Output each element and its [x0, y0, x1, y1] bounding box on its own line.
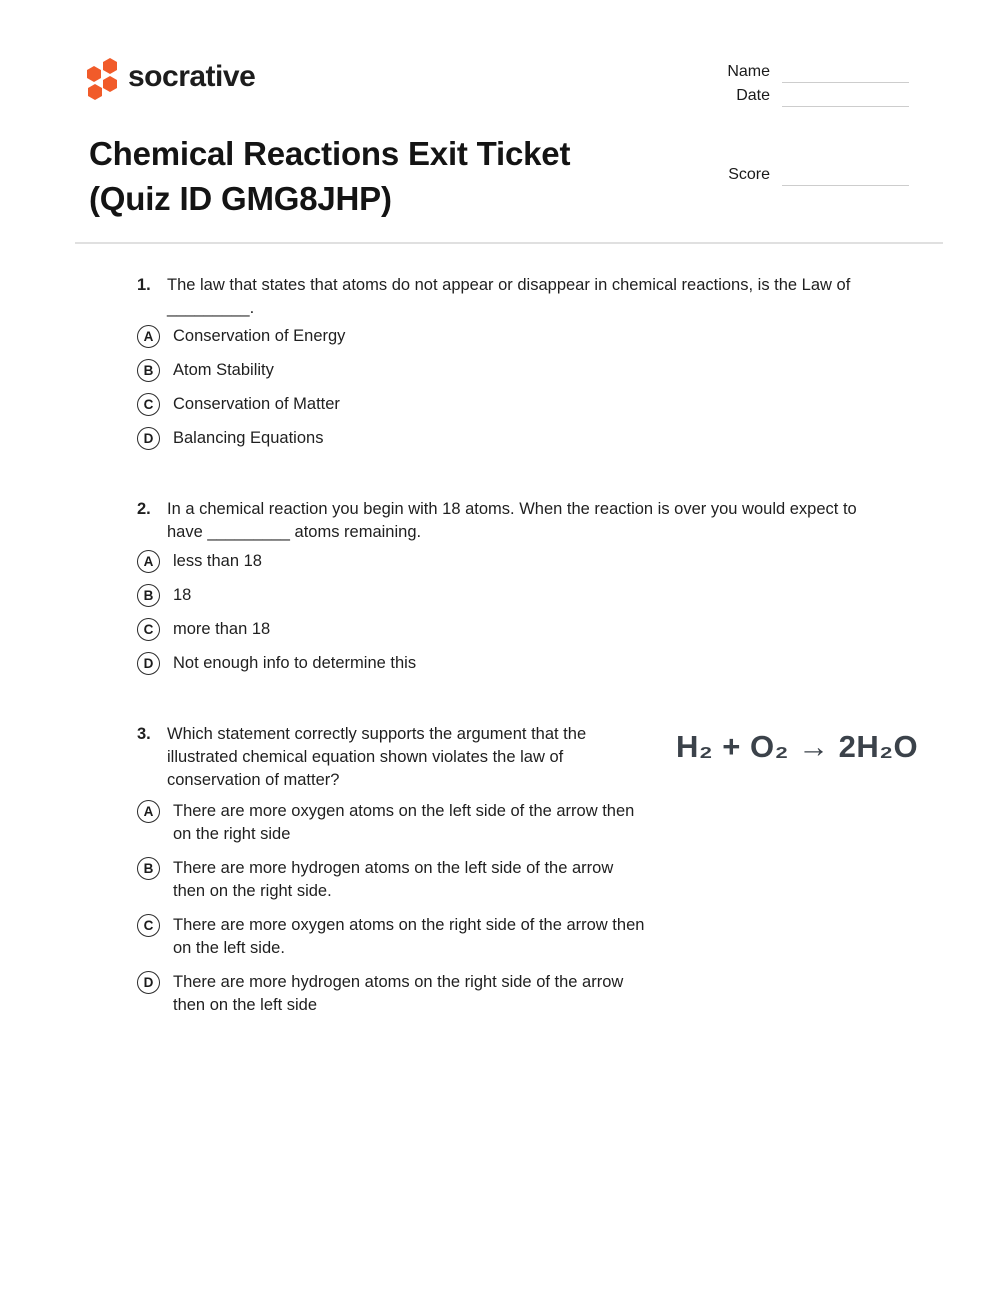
option-text-line: Not enough info to determine this — [173, 654, 417, 672]
option-a — [137, 325, 927, 348]
option-letter-badge: D — [137, 971, 160, 994]
question-1 — [137, 274, 927, 450]
option-text — [173, 325, 345, 348]
option-letter-badge: C — [137, 914, 160, 937]
option-letter-badge: B — [137, 584, 160, 607]
score-label: Score — [728, 166, 770, 183]
hexagon-icon — [87, 66, 101, 82]
option-text-line: 18 — [173, 586, 192, 604]
chemical-equation: H₂ + O₂ → 2H₂O — [676, 729, 919, 764]
option-text — [173, 800, 634, 846]
question-text-line: conservation of matter? — [167, 771, 340, 789]
page-title-line: (Quiz ID GMG8JHP) — [89, 180, 392, 217]
name-label: Name — [727, 63, 770, 80]
question-text — [167, 274, 927, 320]
option-text-line: then on the right side. — [173, 882, 332, 900]
option-text-line: Atom Stability — [173, 361, 274, 379]
option-text — [173, 393, 340, 416]
option-a — [137, 800, 927, 846]
question-header — [137, 498, 927, 544]
option-letter-badge: A — [137, 325, 160, 348]
options-list — [137, 550, 927, 675]
question-text-line: Which statement correctly supports the argument that the — [167, 725, 587, 743]
option-text-line: There are more hydrogen atoms on the right side of the arrow — [173, 973, 624, 991]
question-text-line: have _________ atoms remaining. — [167, 523, 422, 541]
option-text-line: more than 18 — [173, 620, 271, 638]
option-letter-badge: B — [137, 857, 160, 880]
option-letter-badge: D — [137, 652, 160, 675]
option-text — [173, 971, 623, 1017]
question-number: 2. — [137, 500, 151, 518]
option-d — [137, 427, 927, 450]
option-letter-badge: C — [137, 618, 160, 641]
option-text-line: Conservation of Energy — [173, 327, 346, 345]
option-text-line: There are more hydrogen atoms on the left side of the arrow — [173, 859, 614, 877]
page-title — [89, 131, 570, 221]
options-list — [137, 325, 927, 450]
question-text-line: In a chemical reaction you begin with 18 atoms. When the reaction is over you would expect to — [167, 500, 857, 518]
option-b — [137, 584, 927, 607]
question-text-line: The law that states that atoms do not appear or disappear in chemical reactions, is the Law of — [167, 276, 851, 294]
option-letter-badge: A — [137, 800, 160, 823]
score-blank-line — [782, 184, 909, 186]
question-2 — [137, 498, 927, 675]
hexagon-icon — [103, 58, 117, 74]
date-label: Date — [736, 87, 770, 104]
brand-wordmark: socrative — [128, 60, 256, 93]
option-letter-badge: A — [137, 550, 160, 573]
date-blank-line — [782, 105, 909, 107]
option-d — [137, 971, 927, 1017]
options-list — [137, 800, 927, 1017]
option-text-line: then on the left side — [173, 996, 318, 1014]
question-text — [167, 498, 927, 544]
option-text — [173, 359, 274, 382]
option-text — [173, 427, 323, 450]
option-text-line: There are more oxygen atoms on the left side of the arrow then — [173, 802, 635, 820]
option-c — [137, 914, 927, 960]
option-text-line: There are more oxygen atoms on the right side of the arrow then — [173, 916, 645, 934]
hexagon-icon — [88, 84, 102, 100]
header-divider — [75, 242, 943, 244]
option-text-line: Conservation of Matter — [173, 395, 340, 413]
question-number: 3. — [137, 725, 151, 743]
page-title-line: Chemical Reactions Exit Ticket — [89, 135, 571, 172]
option-text — [173, 584, 191, 607]
option-text — [173, 652, 416, 675]
option-d — [137, 652, 927, 675]
socrative-logo — [85, 57, 119, 101]
option-text — [173, 618, 270, 641]
option-text — [173, 857, 613, 903]
option-text-line: Balancing Equations — [173, 429, 324, 447]
option-b — [137, 857, 927, 903]
option-c — [137, 618, 927, 641]
option-letter-badge: C — [137, 393, 160, 416]
option-b — [137, 359, 927, 382]
name-blank-line — [782, 81, 909, 83]
hexagon-icon — [103, 76, 117, 92]
option-text-line: on the right side — [173, 825, 291, 843]
option-text — [173, 914, 644, 960]
question-text-line: _________. — [167, 299, 255, 317]
option-text-line: less than 18 — [173, 552, 262, 570]
option-text-line: on the left side. — [173, 939, 285, 957]
option-c — [137, 393, 927, 416]
question-header — [137, 274, 927, 320]
question-number: 1. — [137, 276, 151, 294]
option-a — [137, 550, 927, 573]
option-letter-badge: B — [137, 359, 160, 382]
question-text-line: illustrated chemical equation shown violates the law of — [167, 748, 564, 766]
option-text — [173, 550, 262, 573]
option-letter-badge: D — [137, 427, 160, 450]
